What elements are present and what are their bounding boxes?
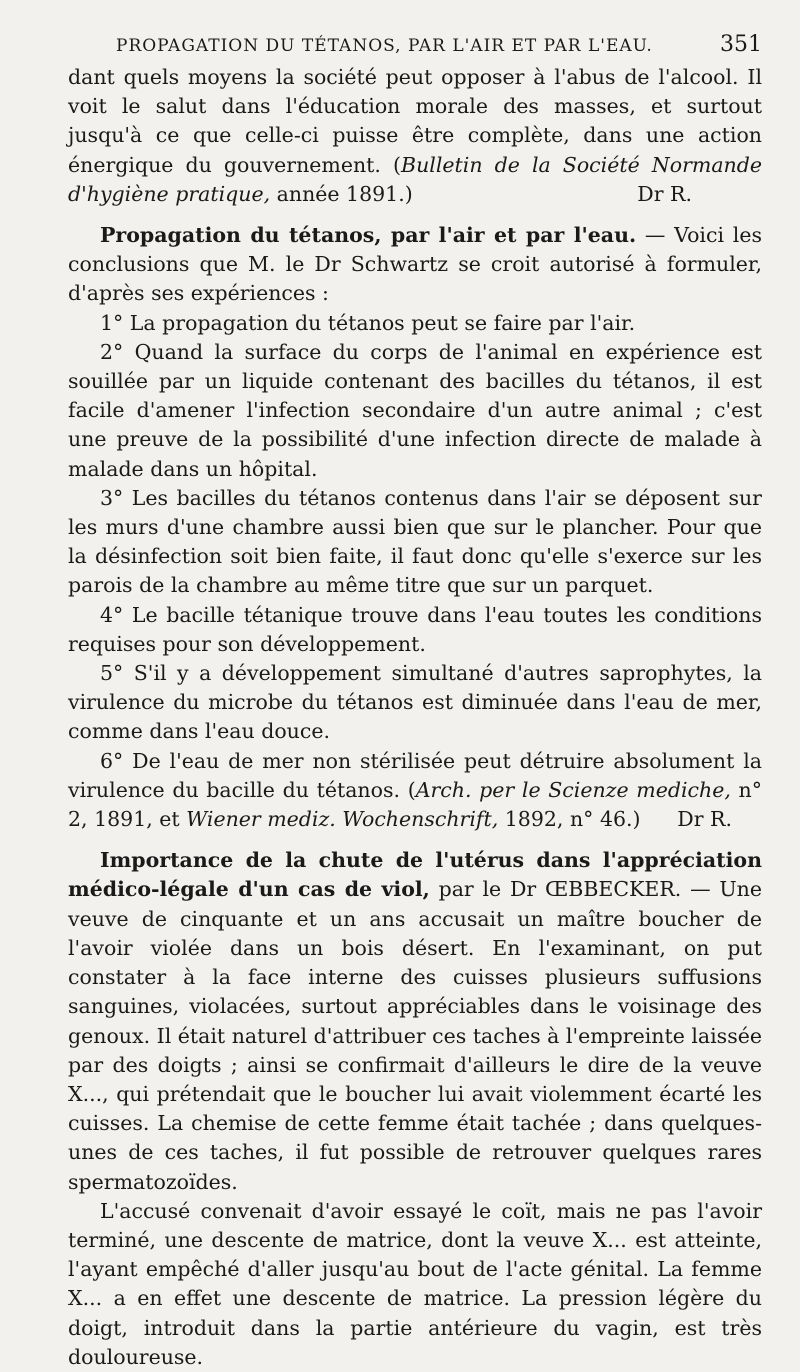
- conclusion-item-3: 3° Les bacilles du tétanos contenus dans l'air se déposent sur les murs d'une chambre aussi bien que sur le plancher. Pour que la désinfection soit bien faite, il faut donc qu'elle s'exerce sur les parois de la chambre au même titre que sur un parquet.: [68, 485, 762, 598]
- running-head: [68, 32, 762, 57]
- paragraph-text: dant quels moyens la société peut opposer à l'abus de l'alcool. Il voit le salut dans l'éducation morale des masses, et surtout jusqu'à ce que celle-ci puisse être complète, dans une action énergique du gouvernement. (: [68, 65, 762, 177]
- citation: Wiener mediz. Wochenschrift,: [186, 807, 499, 832]
- body-text: [68, 63, 762, 1372]
- conclusion-item-2: 2° Quand la surface du corps de l'animal en expérience est souillée par un liquide contenant des bacilles du tétanos, il est facile d'amener l'infection secondaire d'un autre animal ; c'est une preuve de la possibilité d'une infection directe de malade à malade dans un hôpital.: [68, 339, 762, 481]
- page-number: 351: [720, 32, 762, 57]
- citation: Arch. per le Scienze mediche,: [415, 777, 731, 802]
- article-paragraph: [68, 846, 762, 1196]
- signature: Dr R.: [637, 181, 692, 206]
- conclusion-item-4: 4° Le bacille tétanique trouve dans l'eau toutes les conditions requises pour son développement.: [68, 602, 762, 656]
- running-title: PROPAGATION DU TÉTANOS, PAR L'AIR ET PAR L'EAU.: [116, 36, 653, 56]
- conclusion-item-6: [68, 747, 762, 835]
- article-intro-text: — Voici les conclusions que M. le Dr Schwartz se croit autorisé à formuler, d'après ses expériences :: [68, 223, 763, 306]
- paragraph-text: — Une veuve de cinquante et un ans accusait un maître boucher de l'avoir violée dans un bois désert. En l'examinant, on put constater à la face interne des cuisses plusieurs suffusions sanguines, violacées, surtout appréciables dans le voisinage des genoux. Il était naturel d'attribuer ces taches à l'empreinte laissée par des doigts ; ainsi se confirmait d'ailleurs le dire de la veuve X..., qui prétendait que le boucher lui avait violemment écarté les cuisses. La chemise de cette femme était tachée ; dans quelques-unes de ces taches, il fut possible de retrouver quelques rares spermatozoïdes.: [68, 877, 762, 1194]
- conclusion-item-1: 1° La propagation du tétanos peut se faire par l'air.: [100, 310, 636, 335]
- article-heading: Propagation du tétanos, par l'air et par l'eau.: [100, 223, 637, 248]
- article-intro: [68, 221, 762, 309]
- byline: par le Dr ŒBBECKER.: [429, 877, 682, 902]
- article-paragraph: L'accusé convenait d'avoir essayé le coït, mais ne pas l'avoir terminé, une descente de matrice, dont la veuve X... est atteinte, l'ayant empêché d'aller jusqu'au bout de l'acte génital. La femme X... a en effet une descente de matrice. La pression légère du doigt, introduit dans la partie antérieure du vagin, est très douloureuse.: [68, 1198, 762, 1369]
- item-text: 6° De l'eau de mer non stérilisée peut détruire absolument la virulence du bacille du tétanos. (: [68, 748, 762, 802]
- item-text-mid: n° 2, 1891, et: [68, 777, 762, 832]
- item-text-end: 1892, n° 46.): [498, 807, 641, 832]
- continuation-paragraph: [68, 63, 762, 209]
- citation: Bulletin de la Société Normande d'hygiène pratique,: [68, 152, 762, 206]
- conclusion-item-5: 5° S'il y a développement simultané d'autres saprophytes, la virulence du microbe du tétanos est diminuée dans l'eau de mer, comme dans l'eau douce.: [68, 661, 762, 744]
- signature: Dr R.: [677, 807, 732, 832]
- paragraph-text-end: année 1891.): [270, 181, 413, 206]
- article-heading: Importance de la chute de l'utérus dans l'appréciation médico-légale d'un cas de viol,: [68, 848, 762, 902]
